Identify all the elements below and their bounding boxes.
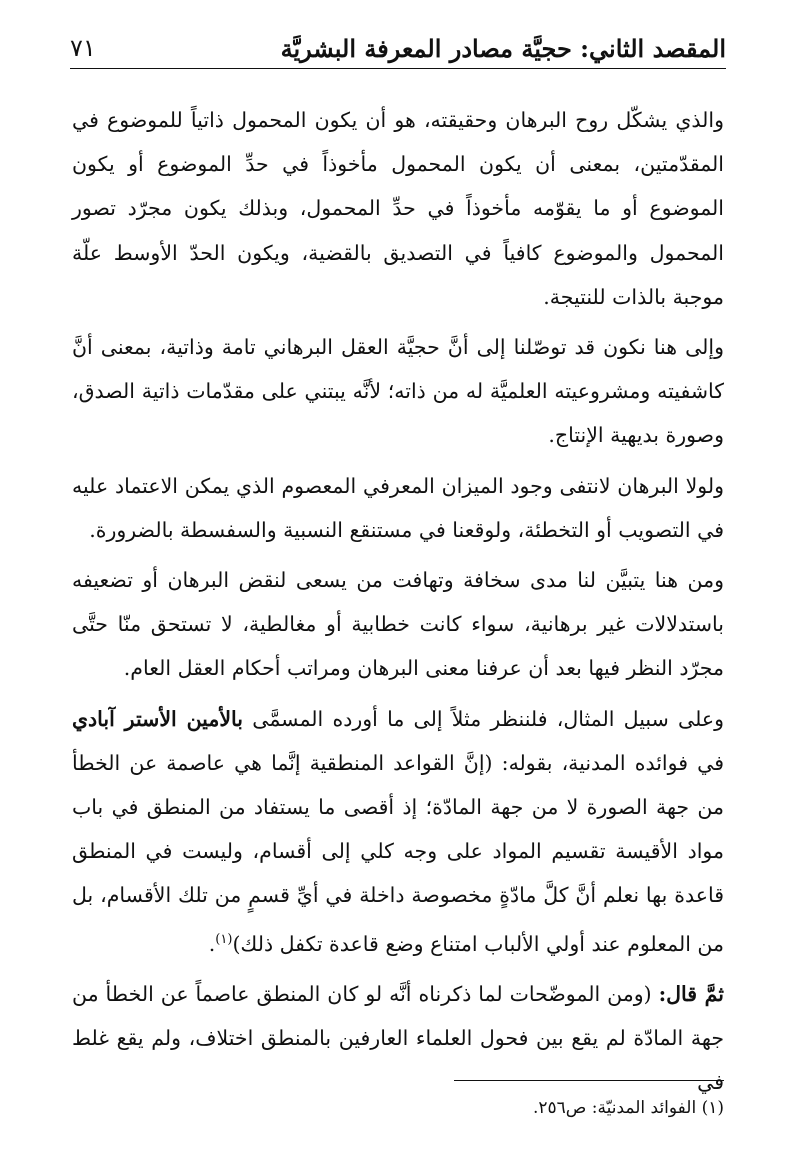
paragraph-1: والذي يشكّل روح البرهان وحقيقته، هو أن يكون المحمول ذاتياً للموضوع في المقدّمتين، بمعنى أن يكون المحمول مأخوذاً في حدِّ الموضوع أو يكون الموضوع أو ما يقوّمه مأخوذاً في حدِّ المحمول، وبذلك يكون مجرّد تصور المحمول والموضوع كافياً في التصديق بالقضية، ويكون الحدّ الأوسط علّة موجبة بالذات للنتيجة. [72,108,724,309]
footnote: (١) الفوائد المدنيّة: ص٢٥٦. [532,1098,724,1118]
page-number: ٧١ [70,34,96,62]
paragraph-3: ولولا البرهان لانتفى وجود الميزان المعرفي المعصوم الذي يمكن الاعتماد عليه في التصويب أو التخطئة، ولوقعنا في مستنقع النسبية والسفسطة بالضرورة. [72,473,724,542]
quotation: في فوائده المدنية، بقوله: (إنَّ القواعد المنطقية إنَّما هي عاصمة عن الخطأ من جهة الصورة لا من جهة المادّة؛ إذ أقصى ما يستفاد من المنطق في باب مواد الأقيسة تقسيم المواد على وجه كلي إلى أقسام، وليست في المنطق قاعدة بها نعلم أنَّ كلَّ مادّةٍ مخصوصة داخلة في أيِّ قسمٍ من تلك الأقسام، بل من المعلوم عند أولي الألباب امتناع وضع قاعدة تكفل ذلك) [72,750,724,956]
chapter-title: المقصد الثاني: حجيَّة مصادر المعرفة البشريَّة [280,33,726,63]
paragraph-5-end: . [208,931,216,956]
paragraph-6 [72,972,724,1105]
footnote-marker: (١) [215,931,233,947]
bold-name: بالأمين الأستر آبادي [72,706,243,731]
paragraph-5 [72,697,724,966]
paragraph-2: وإلى هنا نكون قد توصّلنا إلى أنَّ حجيَّة العقل البرهاني تامة وذاتية، بمعنى أنَّ كاشفيته ومشروعيته العلميَّة له من ذاته؛ لأنَّه يبتني على مقدّمات ذاتية الصدق، وصورة بديهية الإنتاج. [72,335,724,448]
bold-lead: ثمَّ قال: [658,981,724,1006]
body-text [72,98,724,1110]
paragraph-5-lead: وعلى سبيل المثال، فلننظر مثلاً إلى ما أورده المسمَّى [243,706,724,731]
paragraph-4: ومن هنا يتبيَّن لنا مدى سخافة وتهافت من يسعى لنقض البرهان أو تضعيفه باستدلالات غير برهانية، سواء كانت خطابية أو مغالطية، لا تستحق منّا حتَّى مجرّد النظر فيها بعد أن عرفنا معنى البرهان ومراتب أحكام العقل العام. [72,568,724,681]
footnote-divider [454,1080,724,1081]
paragraph-6-text: (ومن الموضّحات لما ذكرناه أنَّه لو كان المنطق عاصماً عن الخطأ من جهة المادّة لم يقع بين فحول العلماء العارفين بالمنطق اختلاف، ولم يقع غلط في [72,981,724,1095]
running-header [70,28,726,69]
